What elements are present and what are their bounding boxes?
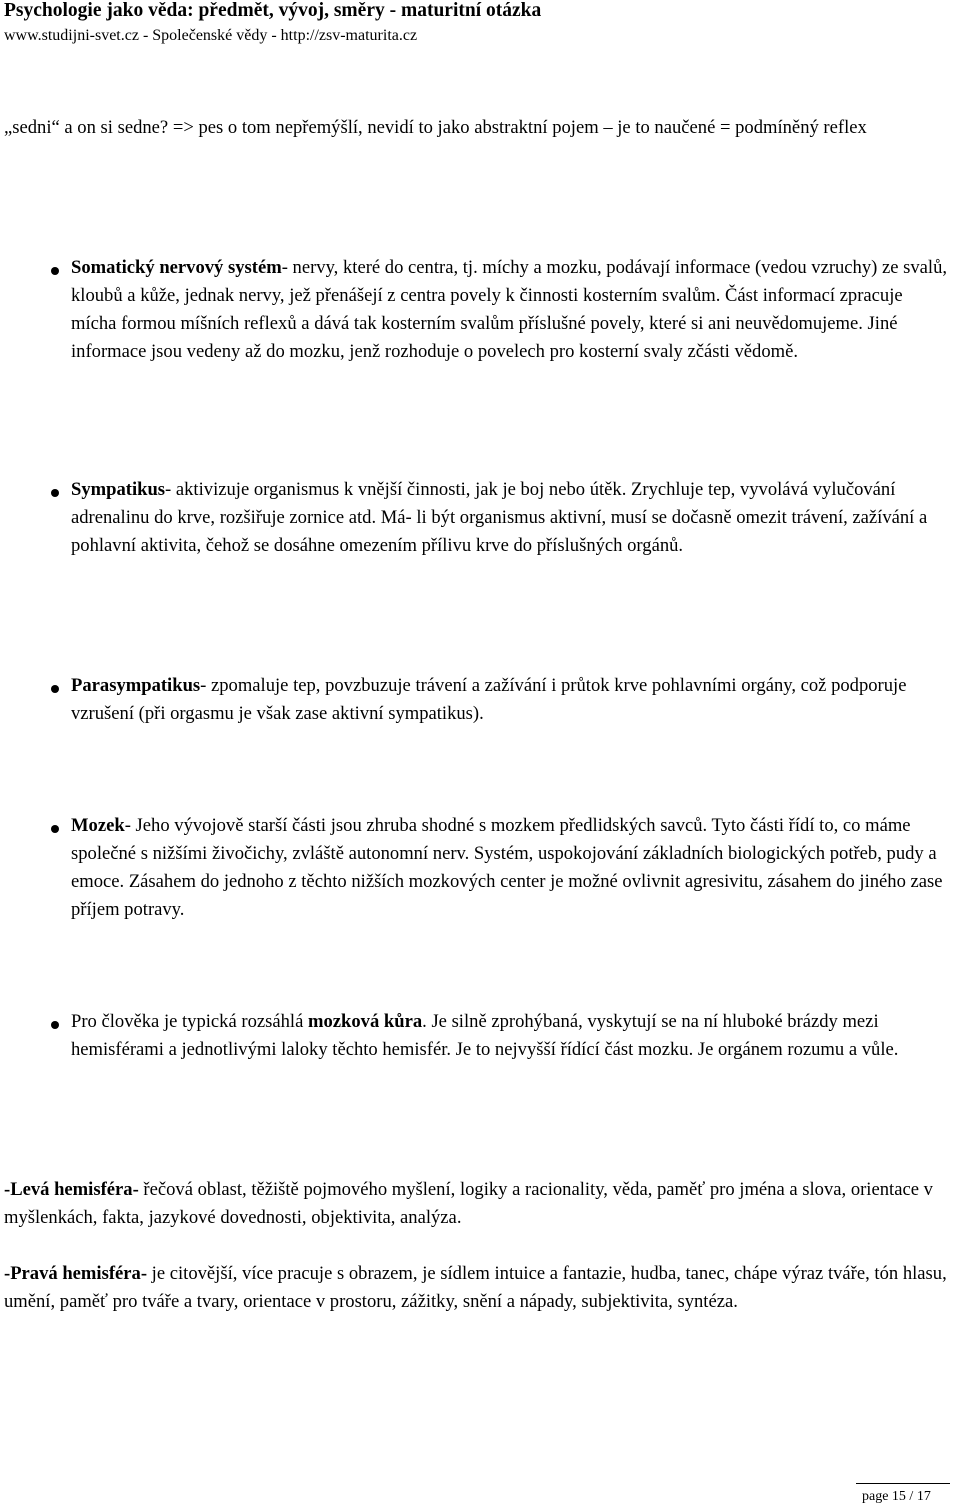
intro-paragraph: „sedni“ a on si sedne? => pes o tom nepřemýšlí, nevidí to jako abstraktní pojem – je to naučené = podmíněný reflex bbox=[4, 117, 867, 138]
leva-hemisfera-paragraph bbox=[4, 1176, 954, 1232]
bullet-prefix: Pro člověka je typická rozsáhlá bbox=[71, 1011, 308, 1032]
bullet-text: . Je silně zprohýbaná, vyskytují se na ní hluboké brázdy mezi hemisférami a jednotlivými laloky těchto hemisfér. Je to nejvyšší řídící část mozku. Je orgánem rozumu a vůle. bbox=[71, 1011, 899, 1060]
bullet-text: - nervy, které do centra, tj. míchy a mozku, podávají informace (vedou vzruchy) ze svalů, kloubů a kůže, jednak nervy, jež přenášejí z centra povely k činnosti kosterním svalům. Část informací zpracuje mícha formou míšních reflexů a dává tak kosterním svalům příslušné povely, které si ani neuvědomujeme. Jiné informace jsou vedeny až do mozku, jenž rozhoduje o povelech pro kosterní svaly zčásti vědomě. bbox=[71, 257, 948, 362]
bullet-parasympatikus bbox=[71, 672, 951, 728]
bullet-term: Parasympatikus bbox=[71, 675, 201, 696]
page-number: page 15 / 17 bbox=[862, 1489, 931, 1504]
hemisphere-text: je citovější, více pracuje s obrazem, je sídlem intuice a fantazie, hudba, tanec, chápe výraz tváře, tón hlasu, umění, paměť pro tváře a tvary, orientace v prostoru, zážitky, snění a nápady, subjektivita, syntéza. bbox=[4, 1263, 947, 1312]
bullet-somaticky-system bbox=[71, 254, 951, 366]
bullet-mozek bbox=[71, 812, 951, 924]
hemisphere-term: -Levá hemisféra- bbox=[4, 1179, 139, 1200]
bullet-term: Somatický nervový systém bbox=[71, 257, 282, 278]
bullet-dot-icon bbox=[51, 825, 59, 833]
hemisphere-text: řečová oblast, těžiště pojmového myšlení, logiky a racionality, věda, paměť pro jména a slova, orientace v myšlenkách, fakta, jazykové dovednosti, objektivita, analýza. bbox=[4, 1179, 933, 1228]
bullet-dot-icon bbox=[51, 685, 59, 693]
bullet-dot-icon bbox=[51, 1021, 59, 1029]
bullet-term: Sympatikus bbox=[71, 479, 166, 500]
bullet-sympatikus bbox=[71, 476, 951, 560]
bullet-term: mozková kůra bbox=[307, 1011, 423, 1032]
page-header bbox=[4, 0, 954, 47]
bullet-mozkova-kura bbox=[71, 1008, 951, 1064]
bullet-dot-icon bbox=[51, 267, 59, 275]
bullet-text: - zpomaluje tep, povzbuzuje trávení a zažívání i průtok krve pohlavními orgány, což podporuje vzrušení (při orgasmu je však zase aktivní sympatikus). bbox=[71, 675, 907, 724]
footer-divider bbox=[856, 1483, 950, 1484]
hemisphere-term: -Pravá hemisféra- bbox=[4, 1263, 148, 1284]
document-title: Psychologie jako věda: předmět, vývoj, směry - maturitní otázka bbox=[4, 0, 542, 21]
bullet-text: - Jeho vývojově starší části jsou zhruba shodné s mozkem předlidských savců. Tyto části řídí to, co máme společné s nižšími živočichy, zvláště autonomní nerv. Systém, uspokojování základních biologických potřeb, pudy a emoce. Zásahem do jednoho z těchto nižších mozkových center je možné ovlivnit agresivitu, zásahem do jiného zase příjem potravy. bbox=[71, 815, 943, 920]
bullet-term: Mozek bbox=[71, 815, 125, 836]
bullet-dot-icon bbox=[51, 489, 59, 497]
bullet-text: - aktivizuje organismus k vnější činnosti, jak je boj nebo útěk. Zrychluje tep, vyvolává vylučování adrenalinu do krve, rozšiřuje zornice atd. Má- li být organismus aktivní, musí se dočasně omezit trávení, zažívání a pohlavní aktivita, čehož se dosáhne omezením přílivu krve do příslušných orgánů. bbox=[71, 479, 928, 556]
prava-hemisfera-paragraph bbox=[4, 1260, 954, 1316]
source-url: www.studijni-svet.cz - Společenské vědy - http://zsv-maturita.cz bbox=[4, 27, 418, 44]
